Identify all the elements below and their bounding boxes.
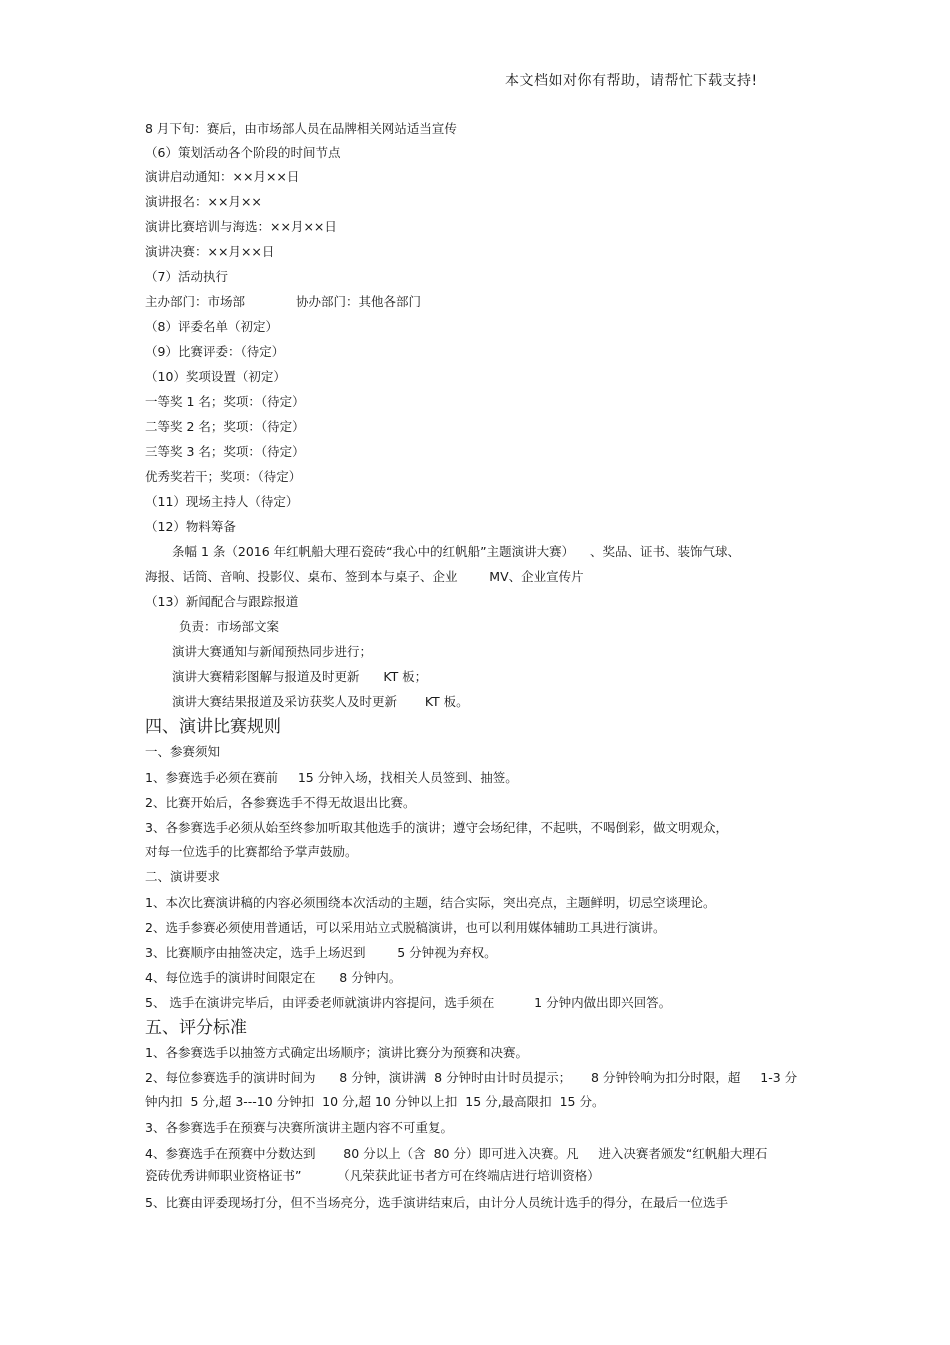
subsection-heading: 一、参赛须知 bbox=[145, 744, 221, 759]
prize-item: 优秀奖若干；奖项：（待定） bbox=[145, 469, 302, 484]
materials-line: 海报、话筒、音响、投影仪、桌布、签到本与桌子、企业 MV、企业宣传片 bbox=[145, 569, 584, 584]
header-note: 本文档如对你有帮助，请帮忙下载支持! bbox=[505, 73, 758, 89]
prize-item: 三等奖 3 名；奖项：（待定） bbox=[145, 444, 305, 459]
scoring-item: 1、各参赛选手以抽签方式确定出场顺序；演讲比赛分为预赛和决赛。 bbox=[145, 1045, 528, 1060]
prize-item: 二等奖 2 名；奖项：（待定） bbox=[145, 419, 305, 434]
requirement-item: 3、比赛顺序由抽签决定，选手上场迟到 5 分钟视为弃权。 bbox=[145, 945, 497, 960]
section-heading: （7）活动执行 bbox=[145, 269, 228, 284]
news-item: 演讲大赛通知与新闻预热同步进行； bbox=[172, 644, 373, 659]
section-heading: （6）策划活动各个阶段的时间节点 bbox=[145, 145, 341, 160]
scoring-title: 五、评分标准 bbox=[145, 1018, 247, 1038]
requirement-item: 1、本次比赛演讲稿的内容必须围绕本次活动的主题，结合实际，突出亮点，主题鲜明，切忌空谈理论。 bbox=[145, 895, 716, 910]
rule-item: 1、参赛选手必须在赛前 15 分钟入场，找相关人员签到、抽签。 bbox=[145, 770, 518, 785]
section-heading: （11）现场主持人（待定） bbox=[145, 494, 299, 509]
rules-title: 四、演讲比赛规则 bbox=[145, 717, 281, 737]
rule-item-continued: 对每一位选手的比赛都给予掌声鼓励。 bbox=[145, 844, 358, 859]
host-department: 主办部门：市场部 bbox=[145, 294, 246, 309]
news-item: 演讲大赛精彩图解与报道及时更新 KT 板； bbox=[172, 669, 428, 684]
news-item: 负责：市场部文案 bbox=[179, 619, 280, 634]
scoring-item-continued: 瓷砖优秀讲师职业资格证书” （凡荣获此证书者方可在终端店进行培训资格） bbox=[145, 1168, 600, 1183]
scoring-item: 4、参赛选手在预赛中分数达到 80 分以上（含 80 分）即可进入决赛。凡 进入决赛者颁发“红帆船大理石 bbox=[145, 1146, 768, 1161]
requirement-item: 2、选手参赛必须使用普通话，可以采用站立式脱稿演讲，也可以利用媒体辅助工具进行演讲。 bbox=[145, 920, 666, 935]
news-item: 演讲大赛结果报道及采访获奖人及时更新 KT 板。 bbox=[172, 694, 469, 709]
timeline-item: 演讲启动通知：××月××日 bbox=[145, 169, 300, 184]
subsection-heading: 二、演讲要求 bbox=[145, 869, 221, 884]
rule-item: 2、比赛开始后，各参赛选手不得无故退出比赛。 bbox=[145, 795, 416, 810]
section-heading: （10）奖项设置（初定） bbox=[145, 369, 286, 384]
scoring-item: 2、每位参赛选手的演讲时间为 8 分钟，演讲满 8 分钟时由计时员提示； 8 分钟铃响为扣分时限，超 1-3 分 bbox=[145, 1070, 798, 1085]
section-heading: （12）物料筹备 bbox=[145, 519, 236, 534]
scoring-item: 5、比赛由评委现场打分，但不当场亮分，选手演讲结束后，由计分人员统计选手的得分，在最后一位选手 bbox=[145, 1195, 728, 1210]
scoring-item-continued: 钟内扣 5 分,超 3---10 分钟扣 10 分,超 10 分钟以上扣 15 分,最高限扣 15 分。 bbox=[145, 1094, 605, 1109]
timeline-item: 演讲比赛培训与海选：××月××日 bbox=[145, 219, 337, 234]
section-heading: （8）评委名单（初定） bbox=[145, 319, 278, 334]
prize-item: 一等奖 1 名；奖项：（待定） bbox=[145, 394, 305, 409]
scoring-item: 3、各参赛选手在预赛与决赛所演讲主题内容不可重复。 bbox=[145, 1120, 453, 1135]
requirement-item: 5、 选手在演讲完毕后，由评委老师就演讲内容提问，选手须在 1 分钟内做出即兴回答。 bbox=[145, 995, 672, 1010]
requirement-item: 4、每位选手的演讲时间限定在 8 分钟内。 bbox=[145, 970, 402, 985]
co-department: 协办部门：其他各部门 bbox=[296, 294, 422, 309]
plan-line: 8 月下旬：赛后，由市场部人员在品牌相关网站适当宣传 bbox=[145, 121, 457, 136]
rule-item: 3、各参赛选手必须从始至终参加听取其他选手的演讲；遵守会场纪律，不起哄，不喝倒彩，做文明观众， bbox=[145, 820, 728, 835]
section-heading: （13）新闻配合与跟踪报道 bbox=[145, 594, 299, 609]
materials-line: 条幅 1 条（2016 年红帆船大理石瓷砖“我心中的红帆船”主题演讲大赛） 、奖品、证书、装饰气球、 bbox=[172, 544, 741, 559]
timeline-item: 演讲决赛：××月××日 bbox=[145, 244, 275, 259]
section-heading: （9）比赛评委：（待定） bbox=[145, 344, 285, 359]
timeline-item: 演讲报名：××月×× bbox=[145, 194, 262, 209]
